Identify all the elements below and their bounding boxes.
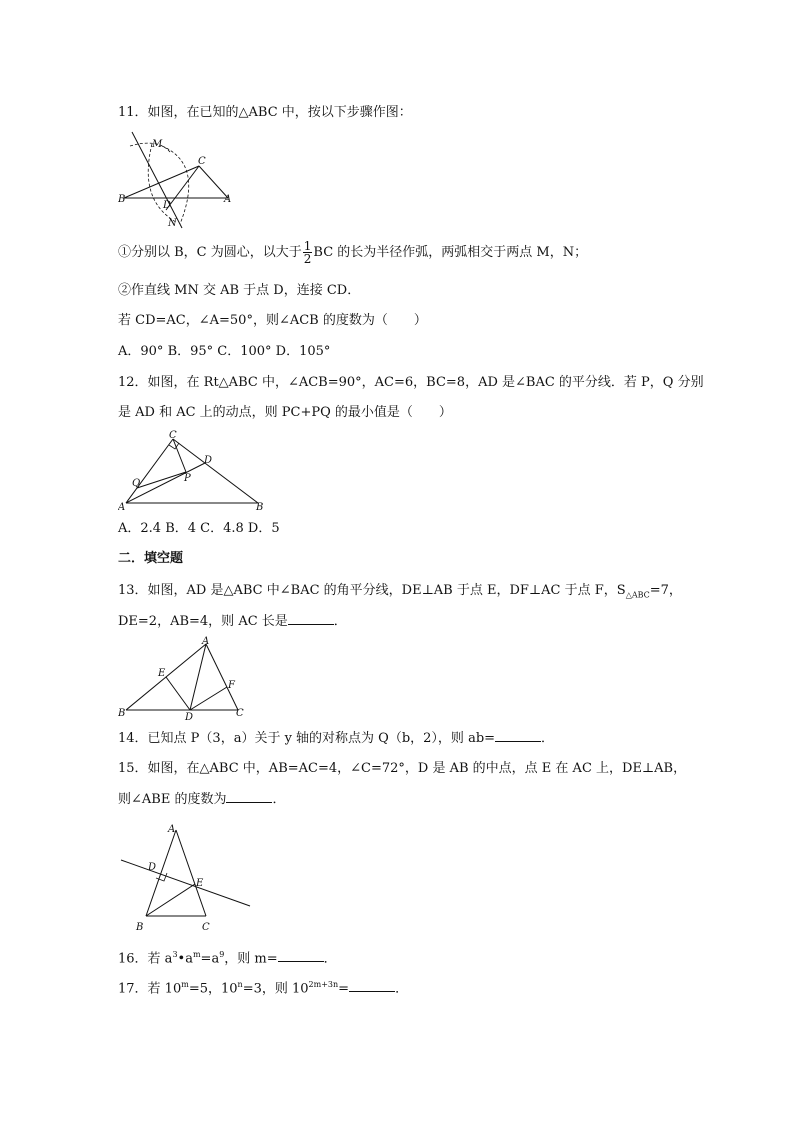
q15-answer-blank[interactable] bbox=[226, 790, 272, 803]
section-heading: 二．填空题 bbox=[118, 551, 184, 566]
q12-label-A: A bbox=[118, 502, 126, 513]
q11-label-B: B bbox=[118, 194, 126, 205]
q15-end: ． bbox=[272, 792, 286, 807]
q15-label-C: C bbox=[202, 922, 210, 933]
q15-line2-text: 则∠ABE 的度数为 bbox=[118, 792, 227, 807]
q16-pre: 16．若 a bbox=[118, 951, 173, 967]
q12-stem-line1: 12．如图，在 Rt△ABC 中，∠ACB=90°，AC=6，BC=8，AD 是∠BAC 的平分线．若 P，Q 分别 bbox=[118, 375, 704, 390]
q17-pre: 17．若 10 bbox=[118, 981, 182, 997]
q11-label-C: C bbox=[198, 156, 206, 167]
q12-label-B: B bbox=[256, 502, 264, 513]
q11-step1-pre: ①分别以 B，C 为圆心，以大于 bbox=[118, 245, 302, 260]
q16-post: ，则 m= bbox=[224, 951, 278, 967]
q16-end: ． bbox=[323, 951, 337, 967]
q15-figure bbox=[118, 820, 258, 934]
q16-exponent-2: m bbox=[192, 950, 201, 959]
q16-exponent-3: 9 bbox=[219, 950, 225, 959]
q13-label-A: A bbox=[202, 636, 210, 647]
q11-step1 bbox=[118, 240, 587, 265]
q11-label-A: A bbox=[224, 194, 232, 205]
q13-label-E: E bbox=[158, 668, 166, 679]
q15-label-E: E bbox=[196, 878, 204, 889]
q13-label-F: F bbox=[228, 680, 235, 691]
q17-mid-2: =3，则 10 bbox=[242, 981, 309, 997]
q13-label-D: D bbox=[185, 712, 194, 722]
q13-answer-blank[interactable] bbox=[288, 612, 334, 625]
fraction-numerator: 1 bbox=[303, 239, 312, 253]
q13-line2-text: DE=2，AB=4，则 AC 长是 bbox=[118, 614, 288, 629]
q17-post: = bbox=[338, 981, 350, 997]
q11-step1-post: BC 的长为半径作弧，两弧相交于两点 M，N； bbox=[313, 245, 588, 260]
q17-exponent-2: n bbox=[237, 980, 243, 989]
q12-label-P: P bbox=[184, 473, 191, 484]
q16-mid-2: =a bbox=[200, 951, 220, 967]
q13-label-B: B bbox=[118, 708, 126, 719]
q17-line bbox=[118, 976, 408, 998]
q13-line1-post: =7， bbox=[649, 583, 682, 598]
q11-options: A．90° B．95° C．100° D．105° bbox=[118, 344, 331, 359]
q14-text: 14．已知点 P（3，a）关于 y 轴的对称点为 Q（b，2），则 ab= bbox=[118, 731, 496, 746]
q12-options: A．2.4 B．4 C．4.8 D．5 bbox=[118, 521, 280, 536]
q14-line bbox=[118, 729, 554, 748]
q11-label-D: D bbox=[163, 200, 172, 211]
q13-label-C: C bbox=[236, 708, 244, 719]
q16-answer-blank[interactable] bbox=[278, 949, 324, 962]
q17-exponent-1: m bbox=[181, 980, 189, 989]
q13-line2 bbox=[118, 612, 347, 631]
q16-mid-1: •a bbox=[177, 951, 193, 967]
q15-label-B: B bbox=[136, 922, 144, 933]
q11-figure bbox=[118, 130, 240, 230]
q13-line1 bbox=[118, 582, 682, 605]
q15-line1: 15．如图，在△ABC 中，AB=AC=4，∠C=72°，D 是 AB 的中点，点 E 在 AC 上，DE⊥AB， bbox=[118, 761, 687, 776]
q12-figure bbox=[118, 430, 268, 514]
q13-line1-pre: 13．如图，AD 是△ABC 中∠BAC 的角平分线，DE⊥AB 于点 E，DF⊥AC 于点 F，S bbox=[118, 583, 626, 598]
q17-answer-blank[interactable] bbox=[349, 979, 395, 992]
q16-exponent-1: 3 bbox=[172, 950, 178, 959]
q17-exponent-3: 2m+3n bbox=[308, 980, 339, 989]
fraction-denominator: 2 bbox=[303, 252, 312, 266]
q11-step2: ②作直线 MN 交 AB 于点 D，连接 CD． bbox=[118, 283, 361, 298]
half-fraction bbox=[303, 240, 313, 265]
q11-label-M: M bbox=[152, 139, 163, 150]
q11-stem: 11．如图，在已知的△ABC 中，按以下步骤作图： bbox=[118, 105, 412, 120]
q17-end: ． bbox=[395, 981, 409, 997]
q12-stem-line2: 是 AD 和 AC 上的动点，则 PC+PQ 的最小值是（ ） bbox=[118, 405, 452, 420]
q17-mid-1: =5，10 bbox=[188, 981, 238, 997]
q14-answer-blank[interactable] bbox=[495, 729, 541, 742]
q14-end: ． bbox=[541, 731, 555, 746]
q13-area-subscript: △ABC bbox=[625, 590, 650, 600]
q15-line2 bbox=[118, 790, 285, 809]
q15-label-A: A bbox=[168, 824, 176, 835]
q16-line bbox=[118, 946, 337, 968]
q13-line2-end: ． bbox=[333, 614, 347, 629]
q13-figure bbox=[118, 636, 248, 722]
q12-label-C: C bbox=[169, 430, 177, 441]
q12-label-D: D bbox=[204, 455, 213, 466]
q12-label-Q: Q bbox=[132, 478, 141, 489]
q15-label-D: D bbox=[148, 862, 157, 873]
q11-label-N: N bbox=[168, 218, 177, 229]
q11-condition: 若 CD=AC，∠A=50°，则∠ACB 的度数为（ ） bbox=[118, 313, 427, 328]
